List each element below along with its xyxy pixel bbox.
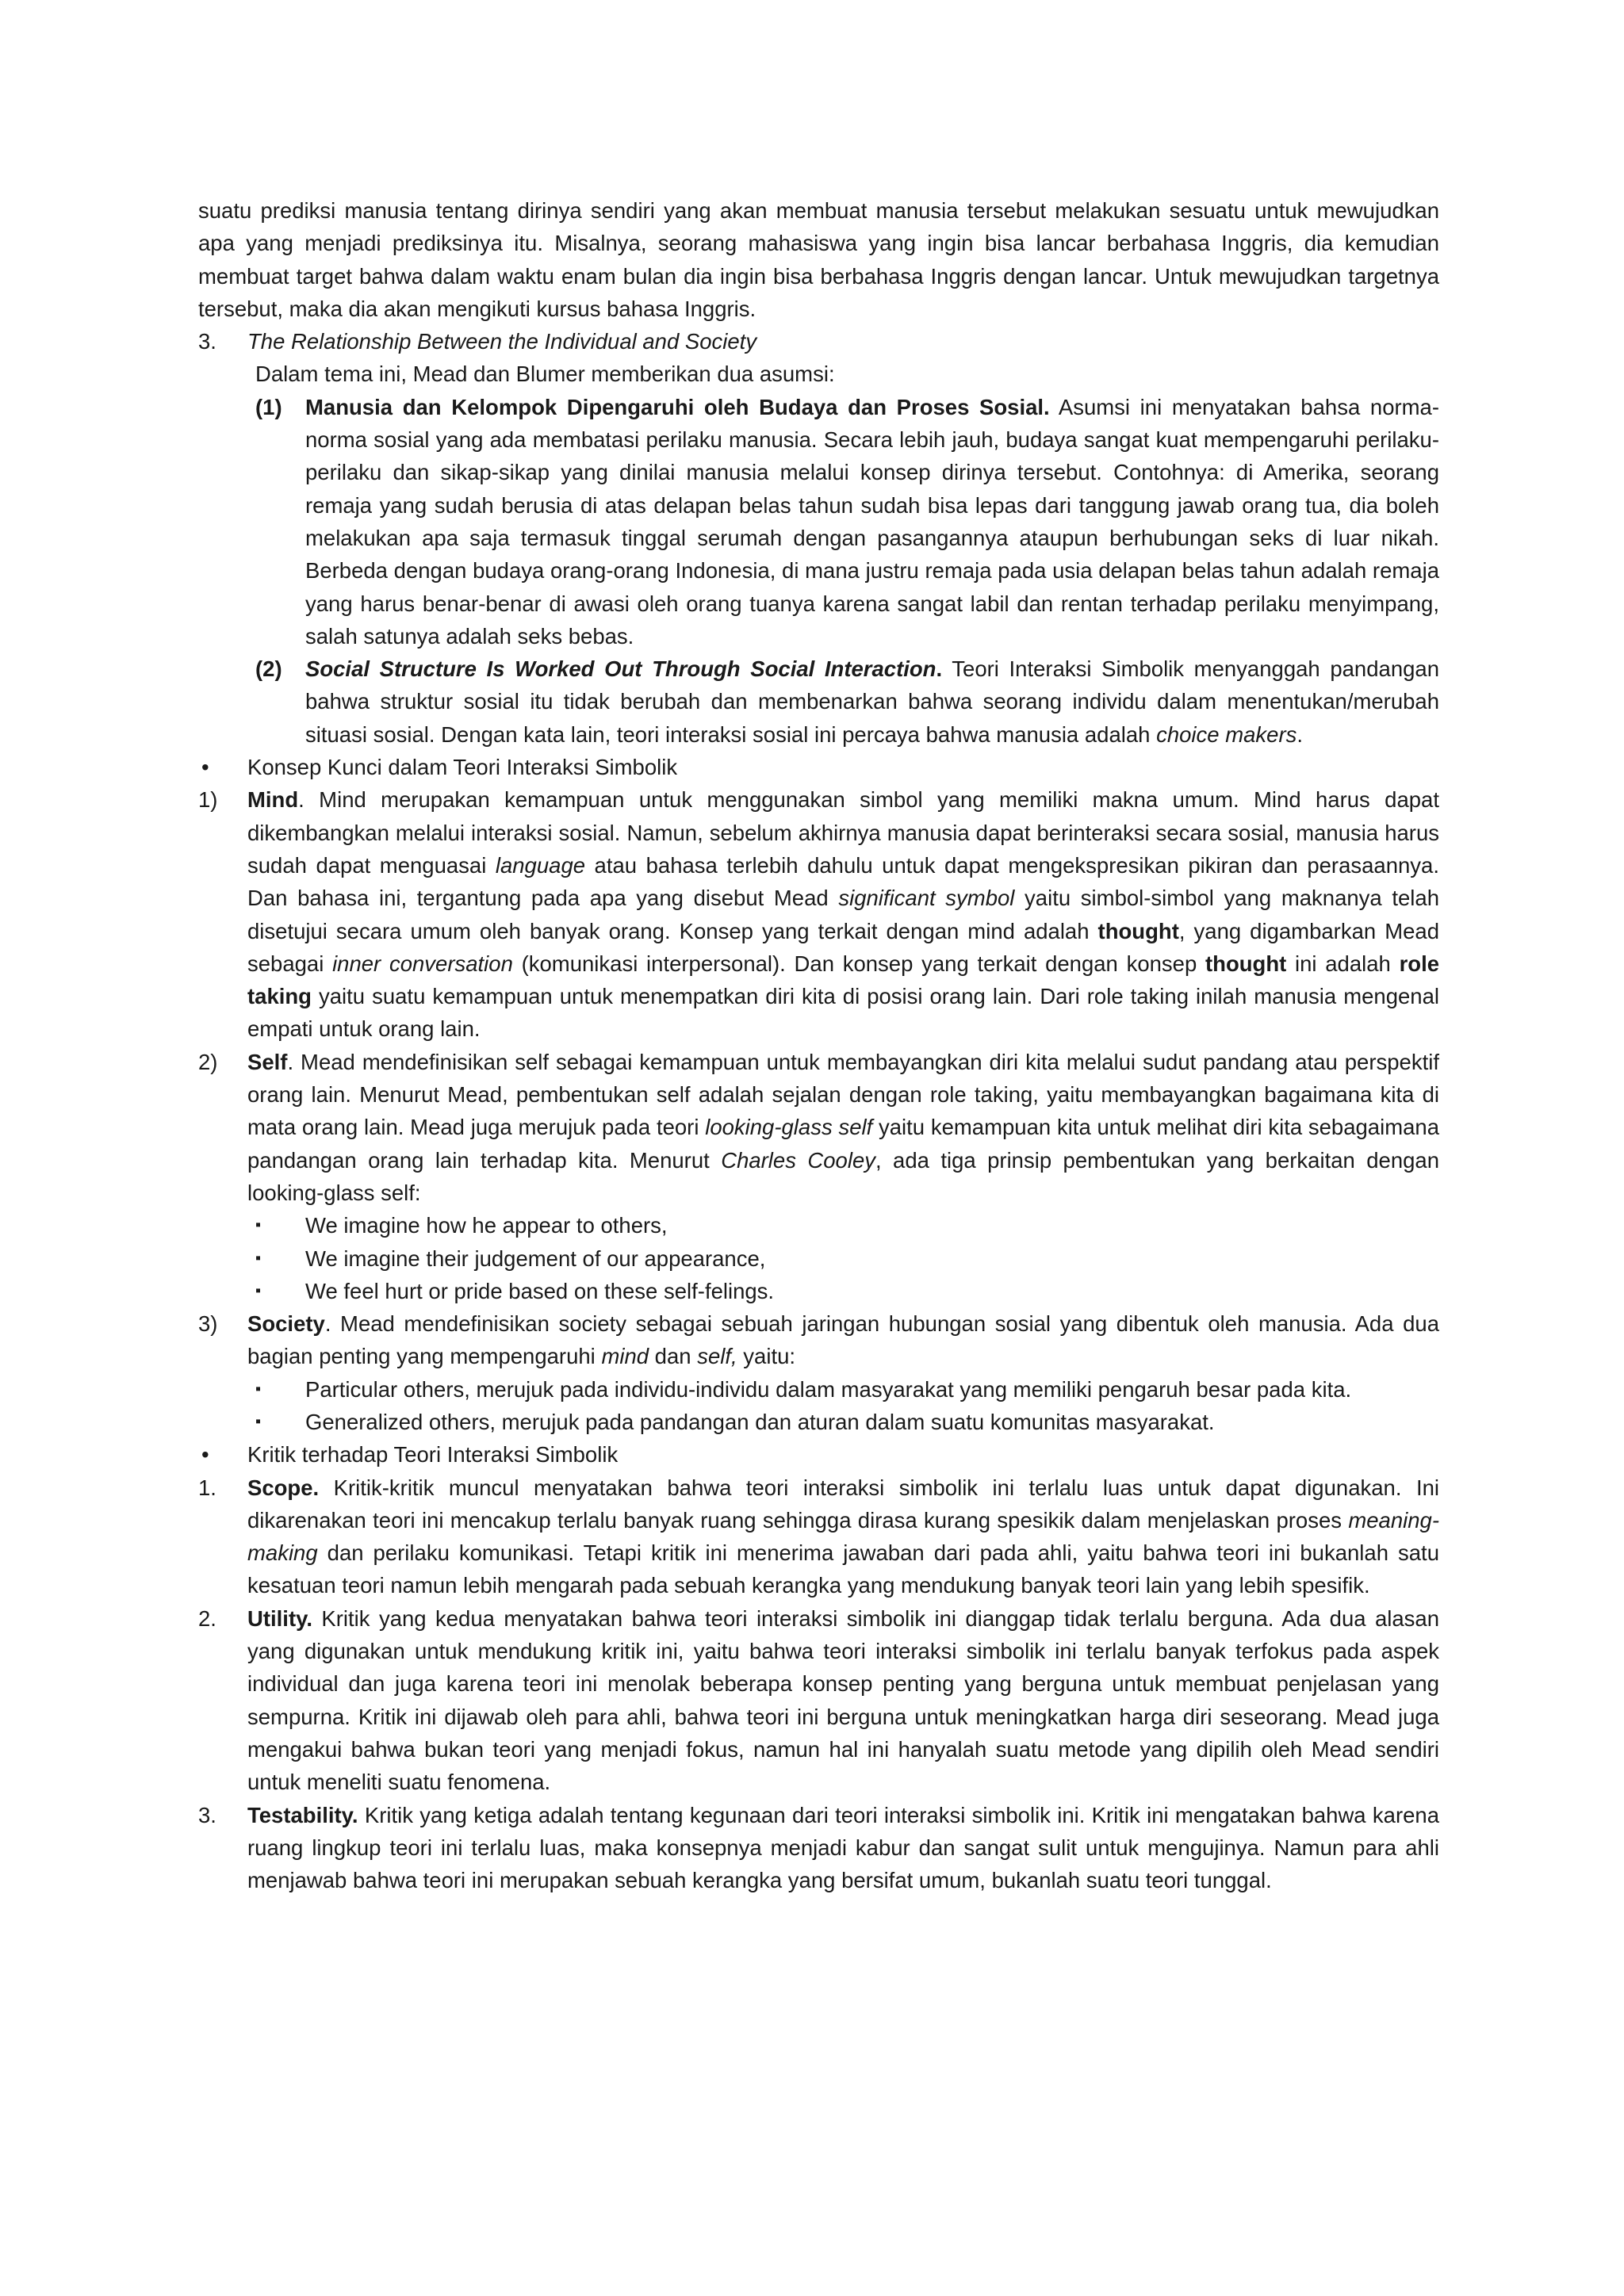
scope-text-1: Kritik-kritik muncul menyatakan bahwa teori interaksi simbolik ini terlalu luas untuk dapat digunakan. Ini dikarenakan teori ini mencakup terlalu banyak ruang sehingga dirasa kurang spesikik dalam menjelaskan proses [247,1475,1439,1533]
kritik-heading [198,1438,1439,1471]
kritik-heading-text: Kritik terhadap Teori Interaksi Simbolik [247,1442,619,1468]
list-item [198,1209,1439,1242]
scope-italic-meaning-making: meaning-making [247,1507,1439,1566]
scope-marker: 1. [198,1475,216,1500]
bullet-icon: • [201,755,209,780]
kritik-testability [198,1799,1439,1897]
self-bullet-text: We imagine their judgement of our appearance, [305,1246,766,1271]
society-text-3: yaitu: [737,1344,796,1369]
list-item [198,1406,1439,1438]
mind-text-6: ini adalah [1286,951,1400,976]
section-3-intro: Dalam tema ini, Mead dan Blumer memberikan dua asumsi: [255,362,835,387]
self-bullet-text: We imagine how he appear to others, [305,1213,668,1238]
mind-italic-language: language [495,852,586,878]
self-title: Self [247,1049,288,1074]
assumption-2-heading: Social Structure Is Worked Out Through Social Interaction [305,656,936,682]
testability-marker: 3. [198,1802,216,1827]
society-italic-mind: mind [601,1344,649,1369]
mind-text-7: yaitu suatu kemampuan untuk menempatkan diri kita di posisi orang lain. Dari role taking inilah manusia mengenal empati untuk orang lain. [247,984,1439,1042]
mind-text-1: . Mind merupakan kemampuan untuk menggunakan simbol yang memiliki makna umum. Mind harus dapat dikembangkan melalui interaksi sosial. Namun, sebelum akhirnya manusia dapat berinteraksi secara sosial, manusia harus sudah dapat menguasai [247,787,1439,878]
mind-title: Mind [247,787,299,813]
assumption-2-end: . [1297,721,1304,747]
society-italic-self: self, [697,1344,737,1369]
assumption-1-heading: Manusia dan Kelompok Dipengaruhi oleh Budaya dan Proses Sosial. [305,394,1050,419]
self-bullet-text: We feel hurt or pride based on these self-felings. [305,1278,775,1303]
mind-bold-thought: thought [1097,918,1179,943]
assumption-2-italic-end: choice makers [1156,721,1297,747]
square-bullet-icon: ▪ [255,1249,262,1267]
utility-title: Utility. [247,1605,312,1631]
self-italic-looking-glass: looking-glass self [705,1115,873,1140]
testability-text-1: Kritik yang ketiga adalah tentang kegunaan dari teori interaksi simbolik ini. Kritik ini mengatakan bahwa karena ruang lingkup teori ini terlalu luas, maka konsepnya menjadi kabur dan sangat sulit untuk mengujinya. Namun para ahli menjawab bahwa teori ini merupakan sebuah kerangka yang bersifat umum, bukanlah suatu teori tunggal. [247,1802,1439,1893]
list-item [198,1275,1439,1307]
assumption-2-heading-end: . [936,656,943,682]
assumption-1-text: Asumsi ini menyatakan bahsa norma-norma sosial yang ada membatasi perilaku manusia. Secara lebih jauh, budaya sangat kuat mempengaruhi perilaku-perilaku dan sikap-sikap yang dinilai manusia melalui konsep dirinya tersebut. Contohnya: di Amerika, seorang remaja yang sudah berusia di atas delapan belas tahun sudah bisa lepas dari tanggung jawab orang tua, dia boleh melakukan apa saja termasuk tinggal serumah dengan pasangannya ataupun berhubungan seks di luar nikah. Berbeda dengan budaya orang-orang Indonesia, di mana justru remaja pada usia delapan belas tahun adalah remaja yang harus benar-benar di awasi oleh orang tuanya karena sangat labil dan rentan terhadap perilaku menyimpang, salah satunya adalah seks bebas. [305,394,1440,649]
kritik-scope [198,1471,1439,1602]
society-title: Society [247,1311,325,1337]
konsep-heading [198,751,1439,783]
section-3-heading [198,325,1439,358]
square-bullet-icon: ▪ [255,1380,262,1398]
square-bullet-icon: ▪ [255,1412,262,1430]
society-text-1: . Mead mendefinisikan society sebagai sebuah jaringan hubungan sosial yang dibentuk oleh manusia. Ada dua bagian penting yang mempengaruhi [247,1311,1439,1369]
konsep-self [198,1046,1439,1209]
assumption-1 [198,391,1439,652]
self-text-3: , ada tiga prinsip pembentukan yang berkaitan dengan looking-glass self: [247,1147,1439,1205]
square-bullet-icon: ▪ [255,1281,262,1299]
kritik-utility [198,1602,1439,1799]
square-bullet-icon: ▪ [255,1216,262,1234]
scope-text-2: dan perilaku komunikasi. Tetapi kritik ini menerima jawaban dari pada ahli, yaitu bahwa teori ini bukanlah satu kesatuan teori namun lebih mengarah pada sebuah kerangka yang mendukung banyak teori lain yang lebih spesifik. [247,1540,1439,1598]
society-marker: 3) [198,1311,218,1337]
konsep-society [198,1307,1439,1373]
society-bullet-text: Particular others, merujuk pada individu-individu dalam masyarakat yang memiliki pengaruh besar pada kita. [305,1376,1352,1402]
konsep-mind [198,783,1439,1045]
konsep-heading-text: Konsep Kunci dalam Teori Interaksi Simbolik [247,755,678,780]
list-item [198,1373,1439,1406]
list-item [198,1242,1439,1275]
scope-title: Scope. [247,1475,320,1500]
mind-bold-role-taking: role taking [247,951,1440,1009]
assumption-2 [198,652,1439,751]
assumption-2-text: Teori Interaksi Simbolik menyanggah pandangan bahwa struktur sosial itu tidak berubah dan membenarkan bahwa seorang individu dalam menentukan/merubah situasi sosial. Dengan kata lain, teori interaksi sosial ini percaya bahwa manusia adalah [305,656,1439,747]
mind-text-5: (komunikasi interpersonal). Dan konsep yang terkait dengan konsep [512,951,1205,976]
assumption-2-marker: (2) [255,656,282,682]
mind-marker: 1) [198,787,218,813]
section-3-title: The Relationship Between the Individual and Society [247,329,757,354]
mind-text-4: , yang digambarkan Mead sebagai [247,918,1439,976]
self-text-2: yaitu kemampuan kita untuk melihat diri kita sebagaimana pandangan orang lain terhadap kita. Menurut [247,1115,1440,1173]
society-text-2: dan [649,1344,698,1369]
mind-text-3: yaitu simbol-simbol yang maknanya telah disetujui secara umum oleh banyak orang. Konsep yang terkait dengan mind adalah [247,886,1439,943]
assumption-1-marker: (1) [255,394,282,419]
bullet-icon: • [201,1442,209,1468]
intro-paragraph: suatu prediksi manusia tentang dirinya sendiri yang akan membuat manusia tersebut melakukan sesuatu untuk mewujudkan apa yang menjadi prediksinya itu. Misalnya, seorang mahasiswa yang ingin bisa lancar berbahasa Inggris, dia kemudian membuat target bahwa dalam waktu enam bulan dia ingin bisa berbahasa Inggris dengan lancar. Untuk mewujudkan targetnya tersebut, maka dia akan mengikuti kursus bahasa Inggris. [198,198,1439,321]
mind-italic-significant-symbol: significant symbol [838,886,1015,911]
self-italic-charles-cooley: Charles Cooley [721,1147,875,1173]
testability-title: Testability. [247,1802,358,1827]
self-marker: 2) [198,1049,218,1074]
document-body [198,194,1439,1896]
section-3-number: 3. [198,329,216,354]
self-text-1: . Mead mendefinisikan self sebagai kemampuan untuk membayangkan diri kita melalui sudut pandang atau perspektif orang lain. Menurut Mead, pembentukan self adalah sejalan dengan role taking, yaitu membayangkan bagaimana kita di mata orang lain. Mead juga merujuk pada teori [247,1049,1439,1140]
utility-text-1: Kritik yang kedua menyatakan bahwa teori interaksi simbolik ini dianggap tidak terlalu berguna. Ada dua alasan yang digunakan untuk mendukung kritik ini, yaitu bahwa teori interaksi simbolik ini terlalu banyak terfokus pada aspek individual dan juga karena teori ini menolak beberapa konsep penting yang berguna untuk membuat penjelasan yang sempurna. Kritik ini dijawab oleh para ahli, bahwa teori ini berguna untuk meningkatkan harga diri seseorang. Mead juga mengakui bahwa bukan teori yang menjadi fokus, namun hal ini hanyalah suatu metode yang dipilih oleh Mead sendiri untuk meneliti suatu fenomena. [247,1605,1439,1795]
mind-bold-thought-2: thought [1205,951,1287,976]
society-bullet-text: Generalized others, merujuk pada pandangan dan aturan dalam suatu komunitas masyarakat. [305,1409,1215,1434]
utility-marker: 2. [198,1605,216,1631]
mind-text-2: atau bahasa terlebih dahulu untuk dapat mengekspresikan pikiran dan perasaannya. Dan bahasa ini, tergantung pada apa yang disebut Mead [247,852,1439,911]
mind-italic-inner-conversation: inner conversation [332,951,513,976]
